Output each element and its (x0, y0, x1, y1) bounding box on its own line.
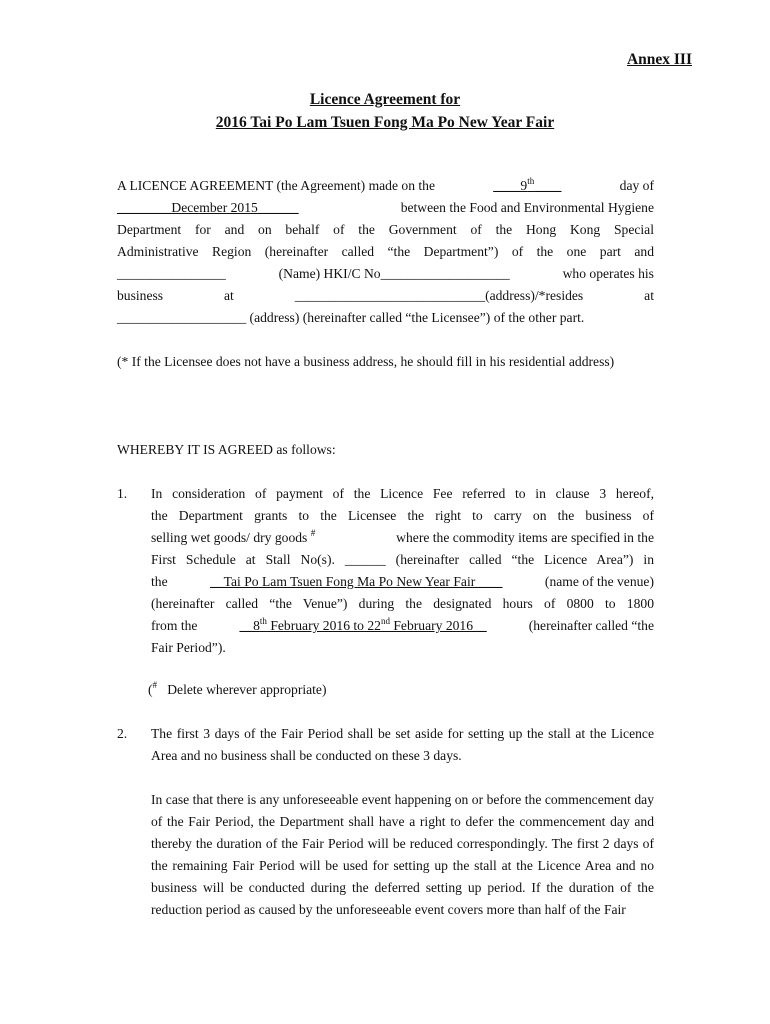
clause-2-paragraph-2: In case that there is any unforeseeable event happening on or before the commencement day of the Fair Period, the Department shall have a right to defer the commencement day and thereby the duration of the Fair Period will be reduced correspondingly. The first 2 days of the remaining Fair Period will be used for setting up the stall at the Licence Area and no business will be conducted during the deferred setting up period. If the duration of the reduction period as caused by the unforeseeable event covers more than half of the Fair (151, 792, 654, 917)
intro-line-7: ___________________ (address) (hereinafter called “the Licensee”) of the other part. (117, 310, 585, 325)
residential-address-note: (* If the Licensee does not have a business address, he should fill in his residential address) (117, 354, 615, 369)
intro-text: between the Food and Environmental Hygiene (400, 200, 654, 215)
date-month-field: ________December 2015______ (117, 200, 299, 215)
delete-note: (# Delete wherever appropriate) (148, 680, 327, 697)
whereby-heading: WHEREBY IT IS AGREED as follows: (117, 442, 336, 457)
intro-line-4: Administrative Region (hereinafter called “the Department”) of the one part and (117, 244, 654, 259)
intro-text: A LICENCE AGREEMENT (the Agreement) made on the (117, 178, 436, 193)
venue-name-field: __Tai Po Lam Tsuen Fong Ma Po New Year Fair____ (210, 574, 503, 589)
date-day-field: ____9th____ (493, 176, 562, 193)
annex-label: Annex III (626, 51, 692, 68)
licensee-name-blank: ________________ (117, 266, 226, 281)
fair-period-field: __8th February 2016 to 22nd February 2016__ (239, 616, 487, 633)
title-line-1: Licence Agreement for (309, 91, 461, 108)
date-day-value: 9 (520, 178, 528, 193)
clause-1-text: In consideration of payment of the Licence Fee referred to in clause 3 hereof, the Department grants to the Licensee the right to carry on the business of selling wet goods/ dry goods # where the commodity items are specified in the First Schedule at Stall No(s). ______ (hereinafter called “the Licence Area”) in the __Tai Po Lam Tsuen Fong Ma Po New Year Fair____ (name of the venue) (hereinafter called “the Venue”) during the designated hours of 0800 to 1800 from the __8th February 2016 to 22nd February 2016__ (hereinafter called “the Fair Period”). (151, 486, 654, 655)
business-address-blank: ____________________________(address)/*resides (294, 288, 584, 303)
clause-1 (117, 483, 654, 659)
title-line-2: 2016 Tai Po Lam Tsuen Fong Ma Po New Year Fair (215, 114, 555, 131)
date-month-value: December 2015 (171, 200, 258, 215)
hkid-blank: (Name) HKI/C No___________________ (278, 266, 510, 281)
intro-line-3: Department for and on behalf of the Government of the Hong Kong Special (117, 222, 654, 237)
clause-2 (117, 723, 654, 767)
intro-line-1 (117, 175, 654, 197)
intro-line-5: ________________ (Name) HKI/C No___________________ who operates his (117, 263, 654, 285)
intro-text: day of (619, 178, 654, 193)
intro-line-6: business at ____________________________(address)/*resides at (117, 285, 654, 307)
intro-paragraph (117, 175, 654, 329)
clause-number: 1. (117, 486, 128, 501)
clause-2-paragraph-1: The first 3 days of the Fair Period shall be set aside for setting up the stall at the Licence Area and no business shall be conducted on these 3 days. (151, 726, 654, 763)
intro-line-2 (117, 197, 654, 219)
clause-number: 2. (117, 726, 128, 741)
